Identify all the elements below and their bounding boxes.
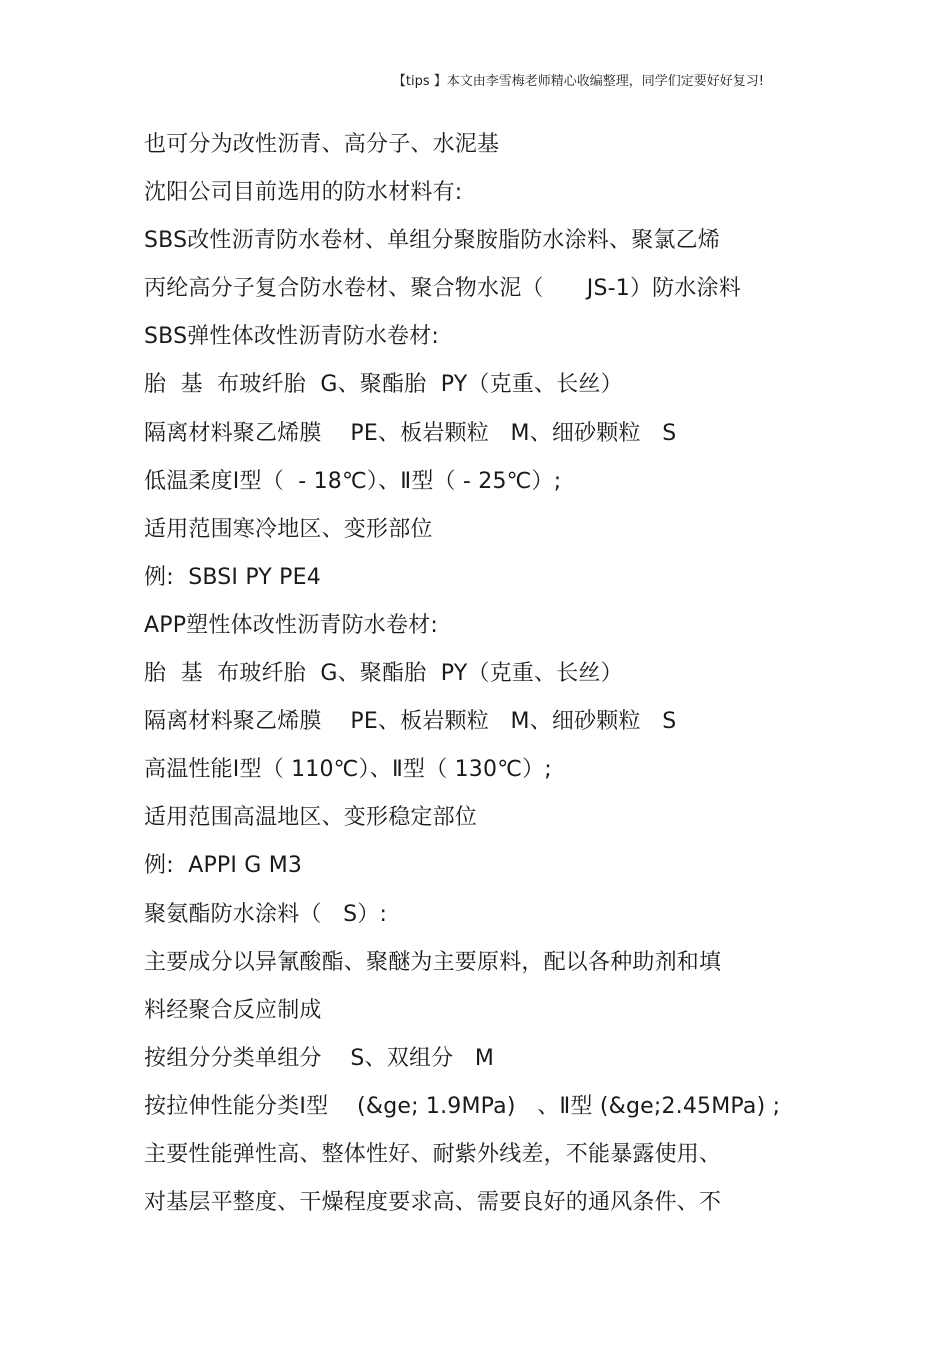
text-line: 高温性能Ⅰ型（ 110℃）、Ⅱ型（ 130℃）; — [144, 757, 552, 783]
text-line: 适用范围高温地区、变形稳定部位 — [144, 805, 478, 831]
text-line: 隔离材料聚乙烯膜 PE、板岩颗粒 M、细砂颗粒 S — [144, 420, 677, 446]
text-line: 对基层平整度、干燥程度要求高、需要良好的通风条件、不 — [144, 1190, 722, 1216]
example-line: 例: APPⅠ G M3 — [144, 853, 303, 879]
text-line: 也可分为改性沥青、高分子、水泥基 — [144, 132, 500, 157]
text-line: 适用范围寒冷地区、变形部位 — [144, 516, 433, 542]
text-line: 沈阳公司目前选用的防水材料有: — [144, 180, 463, 206]
text-line: 按拉伸性能分类Ⅰ型 (&ge; 1.9MPa) 、Ⅱ型 (&ge;2.45MPa) ; — [144, 1093, 781, 1119]
text-line: 主要成分以异氰酸酯、聚醚为主要原料，配以各种助剂和填 — [144, 949, 722, 975]
text-line: SBS改性沥青防水卷材、单组分聚胺脂防水涂料、聚氯乙烯 — [144, 228, 721, 254]
text-line: 料经聚合反应制成 — [144, 997, 322, 1023]
section-heading-app: APP塑性体改性沥青防水卷材: — [144, 612, 438, 638]
section-heading-sbs: SBS弹性体改性沥青防水卷材: — [144, 324, 440, 350]
document-body — [144, 126, 824, 1232]
text-line: 主要性能弹性高、整体性好、耐紫外线差，不能暴露使用、 — [144, 1141, 722, 1167]
text-line: 胎 基 布玻纤胎 G、聚酯胎 PY（克重、长丝） — [144, 661, 623, 687]
header-tips-note: 【tips 】本文由李雪梅老师精心收编整理，同学们定要好好复习! — [392, 74, 764, 89]
section-heading-polyurethane: 聚氨酯防水涂料（ S）: — [144, 901, 388, 927]
example-line: 例: SBSⅠ PY PE4 — [144, 564, 321, 590]
text-line: 隔离材料聚乙烯膜 PE、板岩颗粒 M、细砂颗粒 S — [144, 709, 677, 735]
text-line: 丙纶高分子复合防水卷材、聚合物水泥（ JS-1）防水涂料 — [144, 276, 741, 302]
text-line: 低温柔度Ⅰ型（ - 18℃）、Ⅱ型（ - 25℃）; — [144, 468, 562, 494]
text-line: 按组分分类单组分 S、双组分 M — [144, 1045, 495, 1071]
text-line: 胎 基 布玻纤胎 G、聚酯胎 PY（克重、长丝） — [144, 372, 623, 398]
